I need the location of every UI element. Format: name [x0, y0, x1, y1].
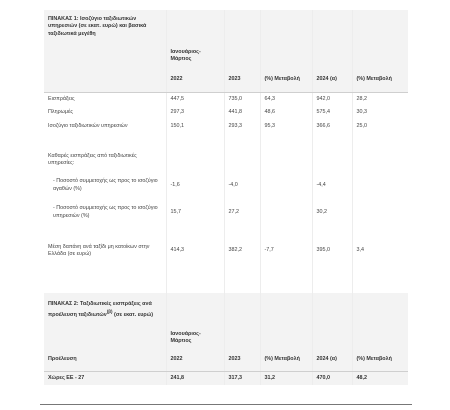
table-1 [44, 10, 408, 385]
cell: 447,5 [166, 92, 224, 106]
table-row [44, 199, 408, 226]
row-label: - Ποσοστό συμμετοχής ως προς το ισοζύγιο υπηρεσιών (%) [53, 205, 158, 219]
cell: 150,1 [166, 120, 224, 134]
table-2-period: Ιανουάριος-Μάρτιος [166, 327, 224, 349]
table-1-header-2024: 2024 (α) [312, 68, 352, 92]
cell [260, 172, 312, 199]
cell: 317,3 [224, 371, 260, 385]
cell: 441,8 [224, 106, 260, 120]
cell: 241,8 [166, 371, 224, 385]
footnote-marker: (β) [106, 308, 113, 314]
table-1-header-2023: 2023 [224, 68, 260, 92]
cell: 25,0 [352, 120, 408, 134]
cell: -7,7 [260, 237, 312, 265]
row-label: Ισοζύγιο ταξιδιωτικών υπηρεσιών [48, 123, 128, 130]
table-row [44, 172, 408, 199]
cell: 297,3 [166, 106, 224, 120]
cell: 735,0 [224, 92, 260, 106]
cell [352, 199, 408, 226]
row-label: - Ποσοστό συμμετοχής ως προς το ισοζύγιο αγαθών (%) [53, 178, 158, 192]
table-row [44, 120, 408, 134]
row-label: Χώρες ΕΕ - 27 [44, 371, 166, 385]
cell: 366,6 [312, 120, 352, 134]
cell [352, 172, 408, 199]
cell: 28,2 [352, 92, 408, 106]
cell: 95,3 [260, 120, 312, 134]
cell: 48,2 [352, 371, 408, 385]
cell: 414,3 [166, 237, 224, 265]
table-1-period: Ιανουάριος-Μάρτιος [166, 44, 224, 68]
page-divider [40, 404, 412, 405]
cell [260, 199, 312, 226]
cell: 31,2 [260, 371, 312, 385]
table-1-header-2022: 2022 [166, 68, 224, 92]
table-2-header-2024: 2024 (α) [312, 349, 352, 371]
table-1-title: ΠΙΝΑΚΑΣ 1: Ισοζύγιο ταξιδιωτικών υπηρεσιών (σε εκατ. ευρώ) και βασικά ταξιδιωτικά μεγέθη [44, 10, 166, 44]
table-2-title: ΠΙΝΑΚΑΣ 2: Ταξιδιωτικές εισπράξεις ανά προέλευση ταξιδιωτών$^{(\beta)}$ (σε εκατ. ευρώ) [44, 293, 166, 327]
table-row [44, 92, 408, 106]
table-2-header-2022: 2022 [166, 349, 224, 371]
cell: 27,2 [224, 199, 260, 226]
cell: 470,0 [312, 371, 352, 385]
cell: -4,0 [224, 172, 260, 199]
cell: -1,6 [166, 172, 224, 199]
table-1-header-change-1: (%) Μεταβολή [260, 68, 312, 92]
cell: 293,3 [224, 120, 260, 134]
table-2-header-change-1: (%) Μεταβολή [260, 349, 312, 371]
table-row [44, 371, 408, 385]
cell: 64,3 [260, 92, 312, 106]
row-label: Μέση δαπάνη ανά ταξίδι μη κατοίκων στην Ελλάδα (σε ευρώ) [48, 243, 150, 257]
row-label: Εισπράξεις [48, 95, 75, 102]
cell: 30,2 [312, 199, 352, 226]
cell: 575,4 [312, 106, 352, 120]
table-2-header-change-2: (%) Μεταβολή [352, 349, 408, 371]
cell: 3,4 [352, 237, 408, 265]
net-receipts-label: Καθαρές εισπράξεις από ταξιδιωτικές υπηρεσίες: [48, 152, 137, 166]
cell: 30,3 [352, 106, 408, 120]
cell: 395,0 [312, 237, 352, 265]
table-1-header-change-2: (%) Μεταβολή [352, 68, 408, 92]
row-label: Πληρωμές [48, 109, 73, 116]
cell: 942,0 [312, 92, 352, 106]
table-1-header-label [44, 68, 166, 92]
table-row [44, 106, 408, 120]
cell: 48,6 [260, 106, 312, 120]
table-row [44, 237, 408, 265]
document-tables [44, 10, 408, 385]
table-2-header-2023: 2023 [224, 349, 260, 371]
cell: -4,4 [312, 172, 352, 199]
cell: 382,2 [224, 237, 260, 265]
table-2-header-origin: Προέλευση [44, 349, 166, 371]
cell: 15,7 [166, 199, 224, 226]
